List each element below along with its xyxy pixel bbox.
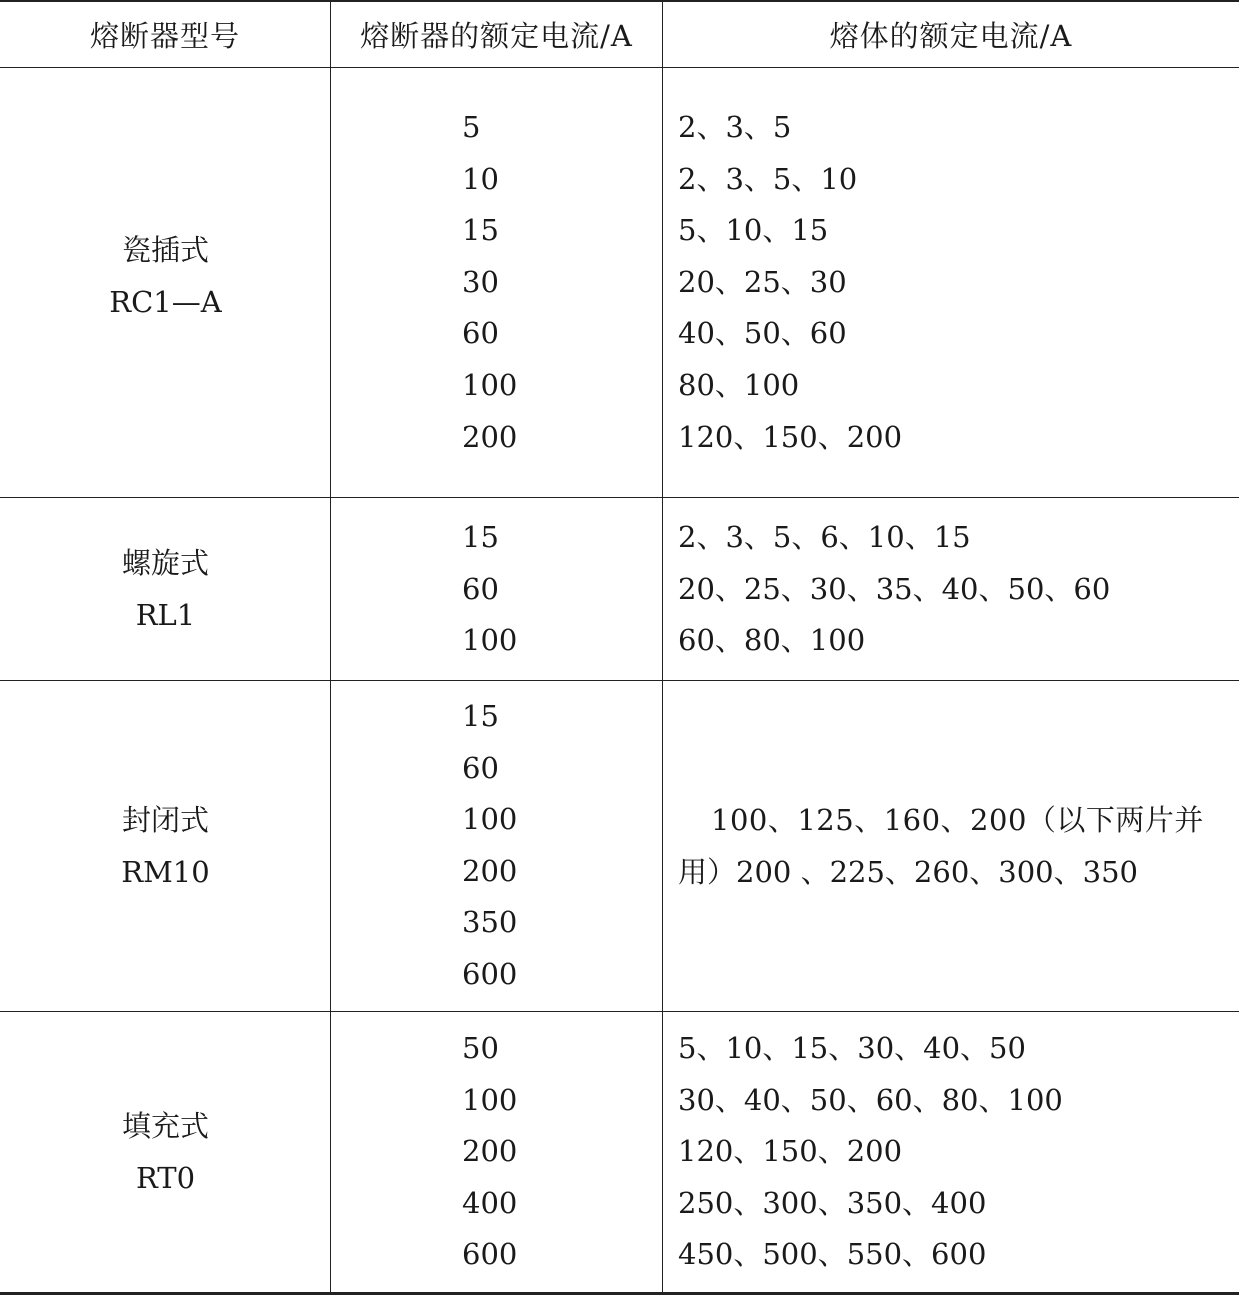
element-rating: 250、300、350、400	[678, 1185, 987, 1220]
fuse-rating: 100	[462, 802, 518, 837]
element-rating: 120、150、200	[678, 419, 903, 454]
element-rating: 60、80、100	[678, 623, 866, 658]
type-model: RL1	[135, 598, 196, 632]
fuse-rating: 15	[462, 213, 499, 248]
element-rating-text: 100、125、160、200（以下两片并	[711, 803, 1204, 837]
header-fuse-rating: 熔断器的额定电流/A	[360, 18, 633, 53]
fuse-rating: 100	[462, 367, 518, 402]
type-name: 填充式	[121, 1109, 209, 1143]
fuse-rating: 400	[462, 1185, 518, 1220]
element-rating: 30、40、50、60、80、100	[678, 1082, 1063, 1117]
header-element-rating: 熔体的额定电流/A	[829, 18, 1073, 53]
fuse-rating: 100	[462, 1082, 518, 1117]
fuse-rating-list	[462, 102, 517, 463]
fuse-rating: 200	[462, 1134, 518, 1169]
fuse-rating: 600	[462, 1237, 518, 1272]
element-rating: 20、25、30	[678, 264, 847, 299]
fuse-rating: 60	[462, 571, 499, 606]
element-rating-text: 用）200 、225、260、300、350	[678, 855, 1138, 889]
fuse-rating: 15	[462, 699, 499, 733]
fuse-rating: 350	[462, 905, 518, 940]
fuse-rating: 100	[462, 623, 518, 658]
element-rating: 5、10、15	[678, 213, 829, 248]
fuse-rating: 600	[462, 956, 518, 991]
fuse-rating: 10	[462, 161, 499, 196]
type-cell	[0, 1012, 331, 1292]
fuse-rating: 200	[462, 419, 518, 454]
type-cell	[0, 68, 331, 497]
fuse-rating: 60	[462, 750, 499, 785]
element-rating-list	[678, 1023, 1063, 1281]
element-rating: 40、50、60	[678, 316, 847, 351]
type-model: RM10	[121, 855, 210, 889]
fuse-rating: 5	[462, 110, 481, 144]
type-name: 瓷插式	[121, 232, 209, 267]
element-rating: 80、100	[678, 367, 800, 402]
type-cell	[0, 498, 331, 680]
fuse-rating: 30	[462, 264, 499, 299]
element-rating: 5、10、15、30、40、50	[678, 1031, 1026, 1065]
fuse-rating: 200	[462, 853, 518, 888]
fuse-rating-list	[462, 1023, 517, 1281]
type-name: 螺旋式	[121, 546, 209, 580]
element-rating-list	[678, 512, 1110, 667]
fuse-rating: 50	[462, 1031, 499, 1065]
element-rating: 2、3、5、6、10、15	[678, 520, 971, 554]
fuse-rating: 60	[462, 316, 499, 351]
header-model: 熔断器型号	[89, 18, 240, 53]
fuse-rating: 15	[462, 520, 499, 554]
type-model: RC1—A	[109, 284, 222, 319]
element-rating: 2、3、5	[678, 110, 792, 144]
element-rating: 450、500、550、600	[678, 1237, 987, 1272]
element-rating: 20、25、30、35、40、50、60	[678, 571, 1111, 606]
column-divider	[662, 0, 663, 1294]
type-model: RT0	[135, 1161, 196, 1195]
element-rating-list	[678, 102, 902, 463]
element-rating-paragraph	[678, 794, 1226, 898]
type-cell	[0, 681, 331, 1011]
element-rating: 120、150、200	[678, 1134, 903, 1169]
element-rating: 2、3、5、10	[678, 161, 858, 196]
fuse-rating-list	[462, 691, 517, 1001]
table-bottom-border	[0, 1292, 1239, 1295]
type-name: 封闭式	[121, 803, 209, 837]
fuse-rating-list	[462, 512, 517, 667]
